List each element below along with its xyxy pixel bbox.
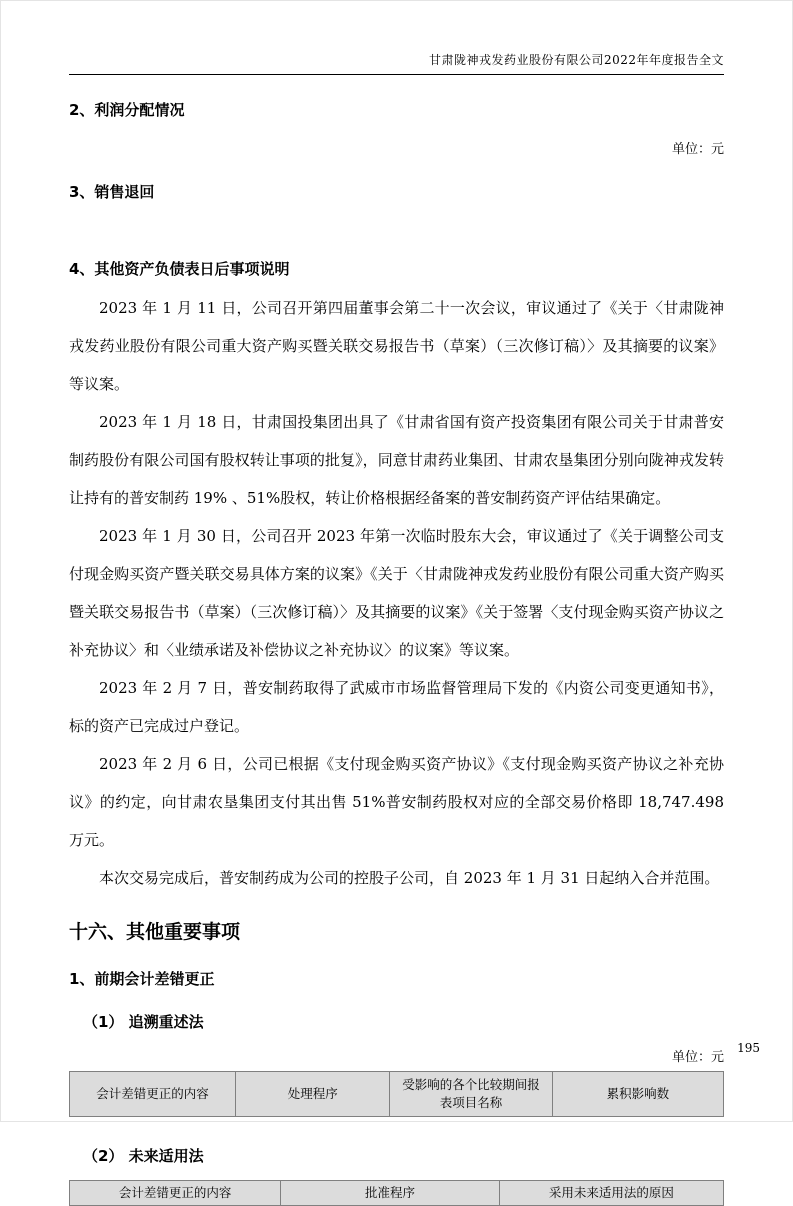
page-number: 195 [737, 1041, 760, 1055]
table-header-row [70, 1072, 724, 1117]
column-header-correction-content: 会计差错更正的内容 [70, 1072, 236, 1117]
paragraph-board-meeting: 2023 年 1 月 11 日，公司召开第四届董事会第二十一次会议，审议通过了《关于〈甘肃陇神戎发药业股份有限公司重大资产购买暨关联交易报告书（草案）（三次修订稿）〉及其摘要的议案》等议案。 [69, 299, 724, 393]
heading-other-important-matters: 十六、其他重要事项 [69, 921, 241, 943]
heading-profit-distribution: 2、利润分配情况 [69, 101, 185, 119]
heading-post-balance-events: 4、其他资产负债表日后事项说明 [69, 260, 290, 278]
unit-label-first: 单位：元 [671, 142, 724, 157]
column-header-cumulative-impact: 累积影响数 [552, 1072, 723, 1117]
page-header [69, 1, 724, 75]
paragraph-payment: 2023 年 2 月 6 日，公司已根据《支付现金购买资产协议》《支付现金购买资产协议之补充协议》的约定，向甘肃农垦集团支付其出售 51%普安制药股权对应的全部交易价格即 18,747.498 万元。 [69, 755, 724, 849]
column-header-future-method-reason: 采用未来适用法的原因 [499, 1181, 723, 1206]
heading-prior-period-error: 1、前期会计差错更正 [69, 970, 215, 988]
unit-label-second: 单位：元 [671, 1050, 724, 1065]
table-header-row [70, 1181, 724, 1206]
column-header-approval-procedure: 批准程序 [281, 1181, 499, 1206]
column-header-correction-content: 会计差错更正的内容 [70, 1181, 281, 1206]
heading-retrospective-method: （1） 追溯重述法 [83, 1013, 204, 1031]
paragraph-shareholder-meeting: 2023 年 1 月 30 日，公司召开 2023 年第一次临时股东大会，审议通过了《关于调整公司支付现金购买资产暨关联交易具体方案的议案》《关于〈甘肃陇神戎发药业股份有限公司重大资产购买暨关联交易报告书（草案）（三次修订稿）〉及其摘要的议案》《关于签署〈支付现金购买资产协议之补充协议〉和〈业绩承诺及补偿协议之补充协议〉的议案》等议案。 [69, 527, 724, 659]
body-text-block [69, 289, 724, 897]
heading-future-applicable-method: （2） 未来适用法 [83, 1147, 204, 1165]
heading-sales-return: 3、销售退回 [69, 183, 155, 201]
paragraph-registration-change: 2023 年 2 月 7 日，普安制药取得了武威市市场监督管理局下发的《内资公司变更通知书》，标的资产已完成过户登记。 [69, 679, 724, 735]
column-header-affected-items: 受影响的各个比较期间报表项目名称 [390, 1072, 552, 1117]
paragraph-consolidation: 本次交易完成后，普安制药成为公司的控股子公司，自 2023 年 1 月 31 日起纳入合并范围。 [99, 869, 720, 887]
retrospective-method-table [69, 1071, 724, 1117]
page-content [1, 1, 792, 1206]
future-method-table [69, 1180, 724, 1206]
paragraph-approval-reply: 2023 年 1 月 18 日，甘肃国投集团出具了《甘肃省国有资产投资集团有限公司关于甘肃普安制药股份有限公司国有股权转让事项的批复》，同意甘肃药业集团、甘肃农垦集团分别向陇神戎发转让持有的普安制药 19% 、51%股权，转让价格根据经备案的普安制药资产评估结果确定。 [69, 413, 724, 507]
report-title: 甘肃陇神戎发药业股份有限公司2022年年度报告全文 [428, 53, 724, 67]
column-header-procedure: 处理程序 [236, 1072, 390, 1117]
